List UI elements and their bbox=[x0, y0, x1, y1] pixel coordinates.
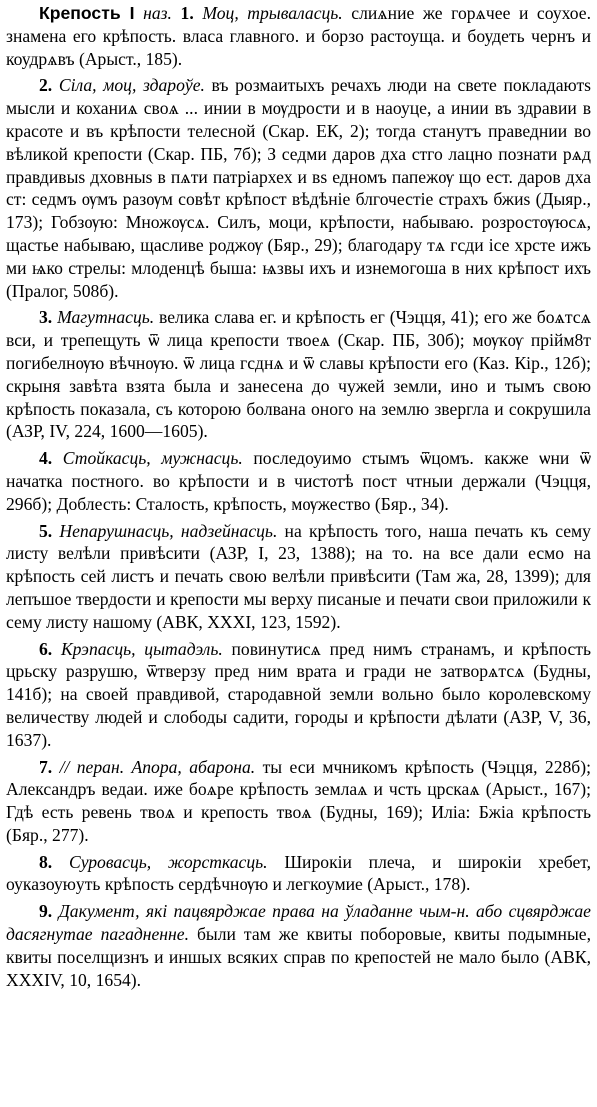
headword: Крепость I bbox=[39, 3, 135, 23]
sense-number: 4. bbox=[39, 448, 53, 469]
sense-number: 1. bbox=[180, 3, 194, 23]
sense-citations: въ розмаитыхъ речахъ люди на свете покладаютѕ мысли и коханиѧ своѧ ... инии в мѹдрости и в наоуце, а инии въ здравии в красоте и въ крѣпости телесной (Скар. ЕК, 2); тогда станутъ праведнии во вѣликой крепости (Скар. ПБ, 7б); З седми даров дха стго лацно познати рѧд правдивыѕ дховныѕ в пѧти патріархех и вѕ едномъ папежѹ що ест. даров дха ст: седмъ ѹмъ разѹм совѣт крѣпост вѣдѣніе блгочестіе страхъ бжиѕ (Дыяр., 173); Гобзѹю: Множѹсѧ. Силъ, моци, крѣпости, набываю. розростѹюсѧ, щастье набываю, щасливе роджѹ (Бяр., 29); благодару тѧ гсди ісе хрсте ижъ ми ѩко стрелы: млоденцѣ быша: ѩзвы ихъ и изнемогоша в них крѣпост ихъ (Пралог, 508б). bbox=[6, 75, 591, 301]
sense-citations: ты еси мчникомъ крѣпость (Чэцця, 228б); Александръ ведаи. иже боѧре крѣпость землаѧ и чсть црскаѧ (Арыст., 167); Гдѣ есть ревень твоѧ и крепость твоѧ (Будны, 169); Иліа: Бжіа крѣпость (Бяр., 277). bbox=[6, 756, 591, 845]
sense-7 bbox=[6, 756, 591, 847]
sense-8 bbox=[6, 851, 591, 897]
sense-gloss: Суровасць, жорсткасць. bbox=[68, 851, 268, 872]
sense-6 bbox=[6, 638, 591, 752]
sense-citations: на крѣпость того, наша печать къ сему листу велѣли привѣсити (АЗР, I, 23, 1388); на то. на все дали есмо на крѣпость сей листъ и печать свою велѣли привѣсити (Там жа, 28, 1399); для лепъшое твердости и крепости мы верху писаные и печати свои приложили к сему листу нашому (АВК, XXXI, 123, 1592). bbox=[6, 520, 591, 632]
sense-number: 8. bbox=[39, 851, 53, 872]
sense-citations: велика слава ег. и крѣпость ег (Чэцця, 41); его же боѧтсѧ вси, и трепещуть ѿ лица крепости твоеѧ (Скар. ПБ, 30б); мѹкѹ прійм8т погибелнѹю вѣчнѹю. ѿ лица гсднѧ и ѿ славы крѣпости его (Каз. Кір., 12б); скрыня завѣта взята была и занесена до чужей земли, ино и тымъ свою крѣпость показала, съ которою болвана оного на землю звергла и сокрушила (АЗР, IV, 224, 1600—1605). bbox=[6, 307, 591, 442]
sense-2 bbox=[6, 74, 591, 302]
sense-citations: последоуимо стымъ ѿцомъ. какже ѡни ѿ начатка постного. во крѣпости и в чистотѣ пост чтныи держали (Чэцця, 296б); Доблесть: Сталость, крѣпость, мѹжество (Бяр., 34). bbox=[6, 448, 592, 514]
sense-citations: были там же квиты поборовые, квиты подымные, квиты поселщизнъ и иншых всяких справ по крепостей не мало было (АВК, XXXIV, 10, 1654). bbox=[6, 924, 591, 990]
sense-gloss: // перан. Апора, абарона. bbox=[59, 756, 256, 777]
sense-number: 6. bbox=[39, 638, 53, 659]
sense-citations: слиѧние же горѧчее и соухое. знамена его крѣпость. власа главного. и борзо растоуща. и боудеть чернъ и коудрѧвъ (Арыст., 185). bbox=[6, 3, 592, 69]
sense-3 bbox=[6, 306, 591, 443]
sense-number: 2. bbox=[39, 75, 53, 96]
sense-gloss: Стойкасць, мужнасць. bbox=[62, 448, 243, 469]
sense-gloss: Моц, трываласць. bbox=[202, 3, 343, 23]
sense-number: 5. bbox=[39, 520, 53, 541]
sense-citations: повинутисѧ пред нимъ странамъ, и крѣпость црьску разрушю, ѿтверзу пред ним врата и гради не затворѧтсѧ (Будны, 141б); на своей правдивой, стародавной земли вольно было королевскому величеству людей и слободы садити, городы и крѣпости дѣлати (АЗР, V, 36, 1637). bbox=[6, 638, 592, 750]
sense-gloss: Непарушнасць, надзейнасць. bbox=[59, 520, 278, 541]
sense-4 bbox=[6, 447, 591, 515]
sense-5 bbox=[6, 520, 591, 634]
sense-gloss: Крэпасць, цытадэль. bbox=[60, 638, 223, 659]
sense-gloss: Сіла, моц, здароўе. bbox=[58, 75, 205, 96]
sense-9 bbox=[6, 900, 591, 991]
sense-citations: Широкіи плеча, и широкіи хребет, оуказоуюуть крѣпость сердѣчнѹю и легкоумие (Арыст., 178). bbox=[6, 851, 592, 895]
sense-number: 7. bbox=[39, 756, 53, 777]
sense-number: 9. bbox=[39, 901, 53, 922]
pos-label: наз. bbox=[143, 3, 172, 23]
sense-1 bbox=[6, 2, 591, 70]
sense-gloss: Дакумент, які пацвярджае права на ўладанне чым-н. або сцвярджае дасягнутае пагадненне. bbox=[6, 901, 591, 945]
sense-number: 3. bbox=[39, 307, 53, 328]
sense-gloss: Магутнасць. bbox=[57, 307, 155, 328]
